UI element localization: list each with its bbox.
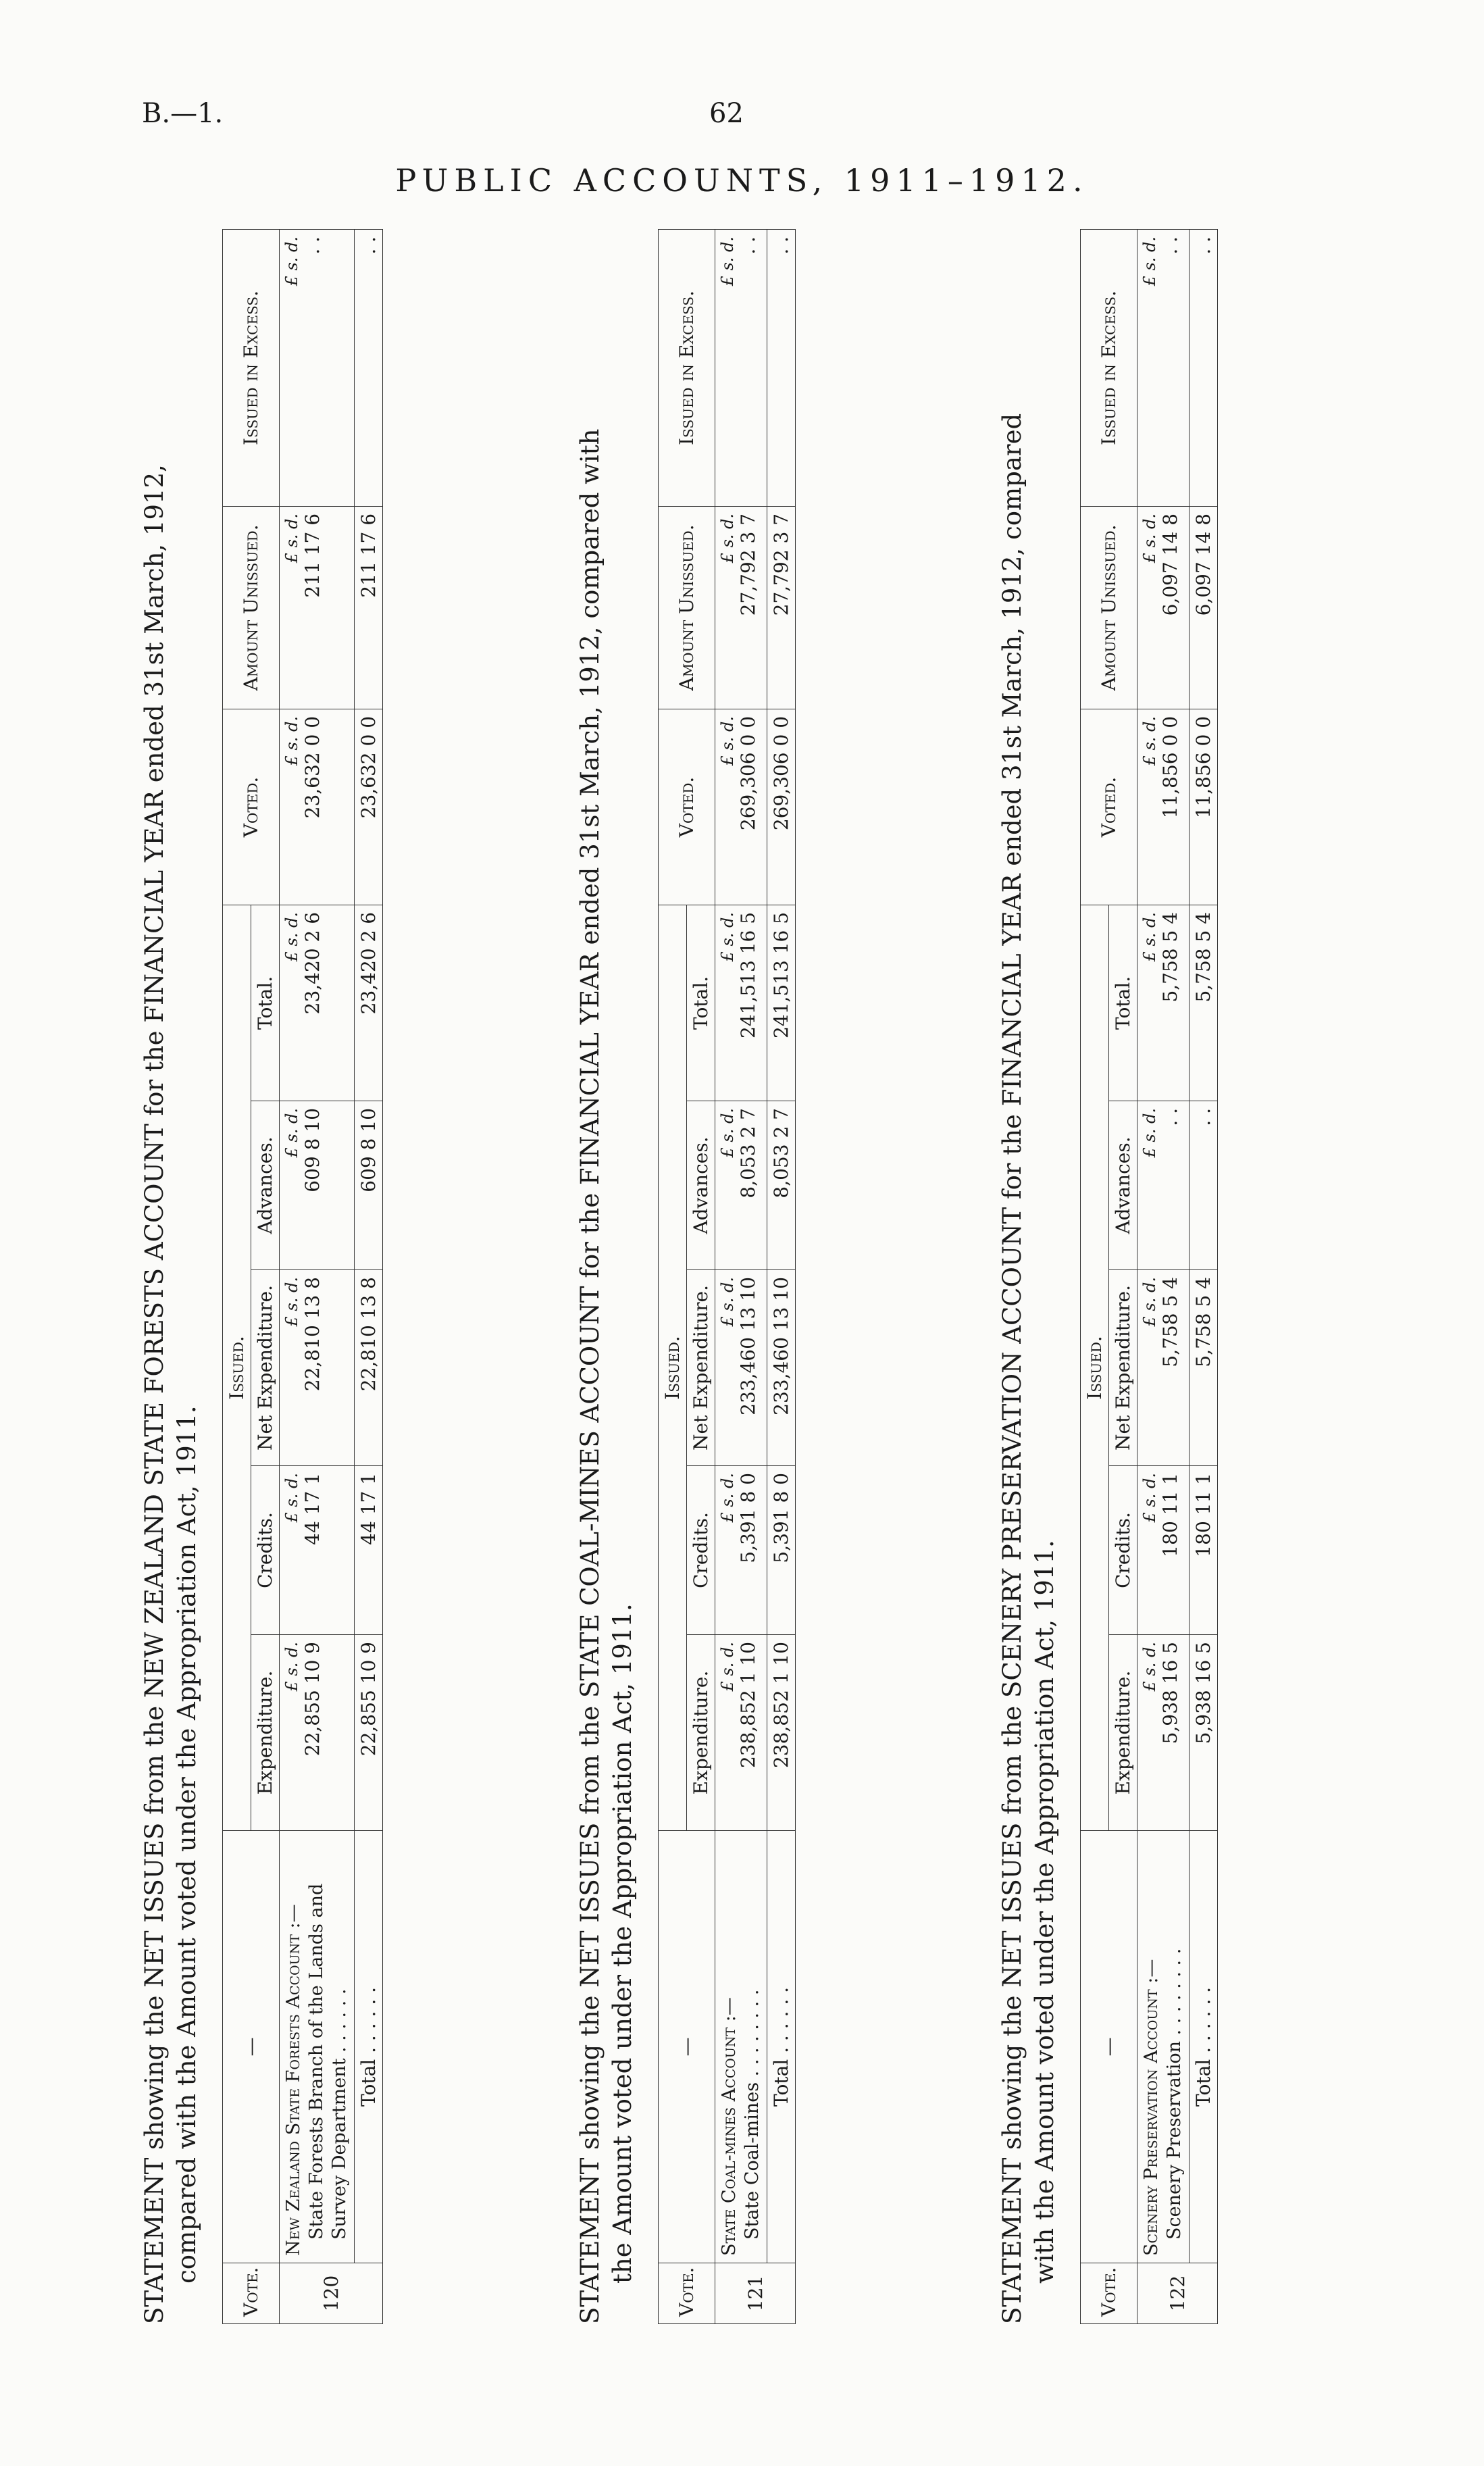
- header-blank: —: [1081, 1831, 1137, 2263]
- total-net-expenditure: 233,460 13 10: [767, 1270, 796, 1466]
- total-label: Total . . . . . .: [355, 1831, 383, 2263]
- cell-excess: [280, 229, 355, 506]
- statement-heading-line2: compared with the Amount voted under the Appropriation Act, 1911.: [172, 1405, 201, 2284]
- units-label: £ s. d.: [282, 1277, 301, 1327]
- net-expenditure-value: 5,758 5 4: [1159, 1277, 1181, 1367]
- voted-value: 11,856 0 0: [1159, 715, 1181, 819]
- account-item: State Coal-mines . . . . . . . .: [742, 1989, 763, 2240]
- account-item: State Forests Branch of the Lands and Survey Department . . . . . .: [306, 1883, 350, 2240]
- header-advances: Advances.: [687, 1101, 715, 1270]
- account-description: [715, 1831, 767, 2263]
- total-total: 23,420 2 6: [355, 905, 383, 1101]
- header-credits: Credits.: [251, 1466, 280, 1635]
- cell-net-expenditure: [280, 1270, 355, 1466]
- advances-value: . .: [1159, 1108, 1181, 1126]
- account-description: [280, 1831, 355, 2263]
- total-excess: . .: [767, 229, 796, 506]
- units-label: £ s. d.: [282, 1642, 301, 1692]
- cell-total: [280, 905, 355, 1101]
- cell-total: [1137, 905, 1189, 1101]
- header-issued-in-excess: Issued in Excess.: [1081, 229, 1137, 506]
- total-value: 23,420 2 6: [301, 911, 324, 1015]
- header-vote: Vote.: [223, 2263, 280, 2324]
- vote-number: 122: [1137, 2263, 1218, 2324]
- cell-excess: [1137, 229, 1189, 506]
- statement-coal-mines: [574, 230, 993, 2324]
- units-label: £ s. d.: [718, 236, 737, 286]
- cell-credits: [280, 1466, 355, 1635]
- total-total: 5,758 5 4: [1189, 905, 1218, 1101]
- voted-value: 23,632 0 0: [301, 715, 324, 819]
- page-number: 62: [709, 98, 744, 129]
- accounts-table: [1080, 229, 1218, 2324]
- cell-voted: [1137, 709, 1189, 905]
- header-advances: Advances.: [1109, 1101, 1137, 1270]
- cell-net-expenditure: [1137, 1270, 1189, 1466]
- table-row-total: [767, 229, 796, 2323]
- header-total: Total.: [687, 905, 715, 1101]
- units-label: £ s. d.: [718, 513, 737, 563]
- account-name: Scenery Preservation Account :—: [1141, 1959, 1162, 2256]
- cell-advances: [715, 1101, 767, 1270]
- cell-expenditure: [280, 1635, 355, 1831]
- table-row-total: [355, 229, 383, 2323]
- header-total: Total.: [1109, 905, 1137, 1101]
- header-voted: Voted.: [1081, 709, 1137, 905]
- total-advances: 8,053 2 7: [767, 1101, 796, 1270]
- header-blank: —: [659, 1831, 715, 2263]
- total-excess: . .: [355, 229, 383, 506]
- total-net-expenditure: 22,810 13 8: [355, 1270, 383, 1466]
- cell-expenditure: [715, 1635, 767, 1831]
- cell-advances: [280, 1101, 355, 1270]
- header-expenditure: Expenditure.: [251, 1635, 280, 1831]
- cell-voted: [715, 709, 767, 905]
- header-net-expenditure: Net Expenditure.: [251, 1270, 280, 1466]
- units-label: £ s. d.: [282, 513, 301, 563]
- header-voted: Voted.: [223, 709, 280, 905]
- total-credits: 180 11 1: [1189, 1466, 1218, 1635]
- header-issued: Issued.: [659, 905, 687, 1830]
- unissued-value: 27,792 3 7: [737, 513, 759, 616]
- total-expenditure: 238,852 1 10: [767, 1635, 796, 1831]
- header-expenditure: Expenditure.: [687, 1635, 715, 1831]
- total-unissued: 211 17 6: [355, 506, 383, 709]
- units-label: £ s. d.: [1140, 236, 1159, 286]
- units-label: £ s. d.: [718, 715, 737, 766]
- total-advances: 609 8 10: [355, 1101, 383, 1270]
- account-name: State Coal-mines Account :—: [719, 1997, 740, 2256]
- account-name: New Zealand State Forests Account :—: [283, 1904, 304, 2256]
- header-blank: —: [223, 1831, 280, 2263]
- units-label: £ s. d.: [282, 911, 301, 962]
- statement-heading: STATEMENT showing the NET ISSUES from the SCENERY PRESERVATION ACCOUNT for the FINANCIAL YEAR ended 31st March, 1912, compared: [998, 413, 1027, 2324]
- header-amount-unissued: Amount Unissued.: [659, 506, 715, 709]
- units-label: £ s. d.: [1140, 1108, 1159, 1158]
- cell-unissued: [715, 506, 767, 709]
- advances-value: 609 8 10: [301, 1108, 324, 1192]
- header-issued: Issued.: [223, 905, 251, 1830]
- statement-heading-line2: with the Amount voted under the Appropriation Act, 1911.: [1030, 1540, 1059, 2284]
- header-issued-in-excess: Issued in Excess.: [223, 229, 280, 506]
- cell-expenditure: [1137, 1635, 1189, 1831]
- header-amount-unissued: Amount Unissued.: [223, 506, 280, 709]
- units-label: £ s. d.: [282, 1473, 301, 1523]
- total-credits: 5,391 8 0: [767, 1466, 796, 1635]
- units-label: £ s. d.: [718, 911, 737, 962]
- units-label: £ s. d.: [282, 236, 301, 286]
- total-value: 5,758 5 4: [1159, 911, 1181, 1003]
- statement-heading-line2: the Amount voted under the Appropriation Act, 1911.: [608, 1603, 637, 2284]
- voted-value: 269,306 0 0: [737, 715, 759, 831]
- vote-number: 120: [280, 2263, 383, 2324]
- cell-unissued: [280, 506, 355, 709]
- header-voted: Voted.: [659, 709, 715, 905]
- total-value: 241,513 16 5: [737, 911, 759, 1038]
- header-vote: Vote.: [659, 2263, 715, 2324]
- units-label: £ s. d.: [718, 1277, 737, 1327]
- total-credits: 44 17 1: [355, 1466, 383, 1635]
- total-unissued: 6,097 14 8: [1189, 506, 1218, 709]
- credits-value: 180 11 1: [1159, 1473, 1181, 1557]
- credits-value: 5,391 8 0: [737, 1473, 759, 1563]
- page-title: PUBLIC ACCOUNTS, 1911–1912.: [395, 162, 1089, 199]
- units-label: £ s. d.: [1140, 715, 1159, 766]
- excess-value: . .: [301, 236, 324, 255]
- table-row: [715, 229, 767, 2323]
- cell-advances: [1137, 1101, 1189, 1270]
- units-label: £ s. d.: [718, 1642, 737, 1692]
- statement-state-forests: [138, 230, 557, 2324]
- total-label: Total . . . . . .: [767, 1831, 796, 2263]
- net-expenditure-value: 22,810 13 8: [301, 1277, 324, 1392]
- units-label: £ s. d.: [1140, 1642, 1159, 1692]
- header-amount-unissued: Amount Unissued.: [1081, 506, 1137, 709]
- header-expenditure: Expenditure.: [1109, 1635, 1137, 1831]
- total-voted: 11,856 0 0: [1189, 709, 1218, 905]
- header-total: Total.: [251, 905, 280, 1101]
- expenditure-value: 22,855 10 9: [301, 1642, 324, 1757]
- units-label: £ s. d.: [282, 1108, 301, 1158]
- advances-value: 8,053 2 7: [737, 1108, 759, 1199]
- vote-number: 121: [715, 2263, 796, 2324]
- units-label: £ s. d.: [282, 715, 301, 766]
- header-net-expenditure: Net Expenditure.: [687, 1270, 715, 1466]
- unissued-value: 211 17 6: [301, 513, 324, 598]
- statement-heading: STATEMENT showing the NET ISSUES from the STATE COAL-MINES ACCOUNT for the FINANCIAL YEAR ended 31st March, 1912, compared with: [575, 428, 605, 2324]
- header-credits: Credits.: [1109, 1466, 1137, 1635]
- cell-unissued: [1137, 506, 1189, 709]
- statement-scenery-preservation: [996, 230, 1415, 2324]
- cell-total: [715, 905, 767, 1101]
- header-net-expenditure: Net Expenditure.: [1109, 1270, 1137, 1466]
- cell-excess: [715, 229, 767, 506]
- total-expenditure: 22,855 10 9: [355, 1635, 383, 1831]
- net-expenditure-value: 233,460 13 10: [737, 1277, 759, 1415]
- accounts-table: [658, 229, 796, 2324]
- cell-voted: [280, 709, 355, 905]
- account-item: Scenery Preservation . . . . . . . .: [1164, 1948, 1185, 2240]
- statement-heading: STATEMENT showing the NET ISSUES from the NEW ZEALAND STATE FORESTS ACCOUNT for the FINANCIAL YEAR ended 31st March, 1912,: [140, 464, 169, 2324]
- cell-net-expenditure: [715, 1270, 767, 1466]
- table-row: [1137, 229, 1189, 2323]
- document-code: B.—1.: [142, 98, 224, 129]
- units-label: £ s. d.: [718, 1473, 737, 1523]
- header-vote: Vote.: [1081, 2263, 1137, 2324]
- header-issued-in-excess: Issued in Excess.: [659, 229, 715, 506]
- total-label: Total . . . . . .: [1189, 1831, 1218, 2263]
- expenditure-value: 238,852 1 10: [737, 1642, 759, 1769]
- total-expenditure: 5,938 16 5: [1189, 1635, 1218, 1831]
- units-label: £ s. d.: [1140, 1277, 1159, 1327]
- cell-credits: [715, 1466, 767, 1635]
- units-label: £ s. d.: [1140, 513, 1159, 563]
- units-label: £ s. d.: [1140, 1473, 1159, 1523]
- credits-value: 44 17 1: [301, 1473, 324, 1545]
- table-row: [280, 229, 355, 2323]
- cell-credits: [1137, 1466, 1189, 1635]
- units-label: £ s. d.: [1140, 911, 1159, 962]
- header-advances: Advances.: [251, 1101, 280, 1270]
- excess-value: . .: [1159, 236, 1181, 255]
- unissued-value: 6,097 14 8: [1159, 513, 1181, 616]
- account-description: [1137, 1831, 1189, 2263]
- total-advances: . .: [1189, 1101, 1218, 1270]
- accounts-table: [222, 229, 383, 2324]
- header-credits: Credits.: [687, 1466, 715, 1635]
- expenditure-value: 5,938 16 5: [1159, 1642, 1181, 1744]
- total-unissued: 27,792 3 7: [767, 506, 796, 709]
- excess-value: . .: [737, 236, 759, 255]
- total-total: 241,513 16 5: [767, 905, 796, 1101]
- total-voted: 23,632 0 0: [355, 709, 383, 905]
- total-excess: . .: [1189, 229, 1218, 506]
- units-label: £ s. d.: [718, 1108, 737, 1158]
- total-net-expenditure: 5,758 5 4: [1189, 1270, 1218, 1466]
- header-issued: Issued.: [1081, 905, 1109, 1830]
- table-row-total: [1189, 229, 1218, 2323]
- total-voted: 269,306 0 0: [767, 709, 796, 905]
